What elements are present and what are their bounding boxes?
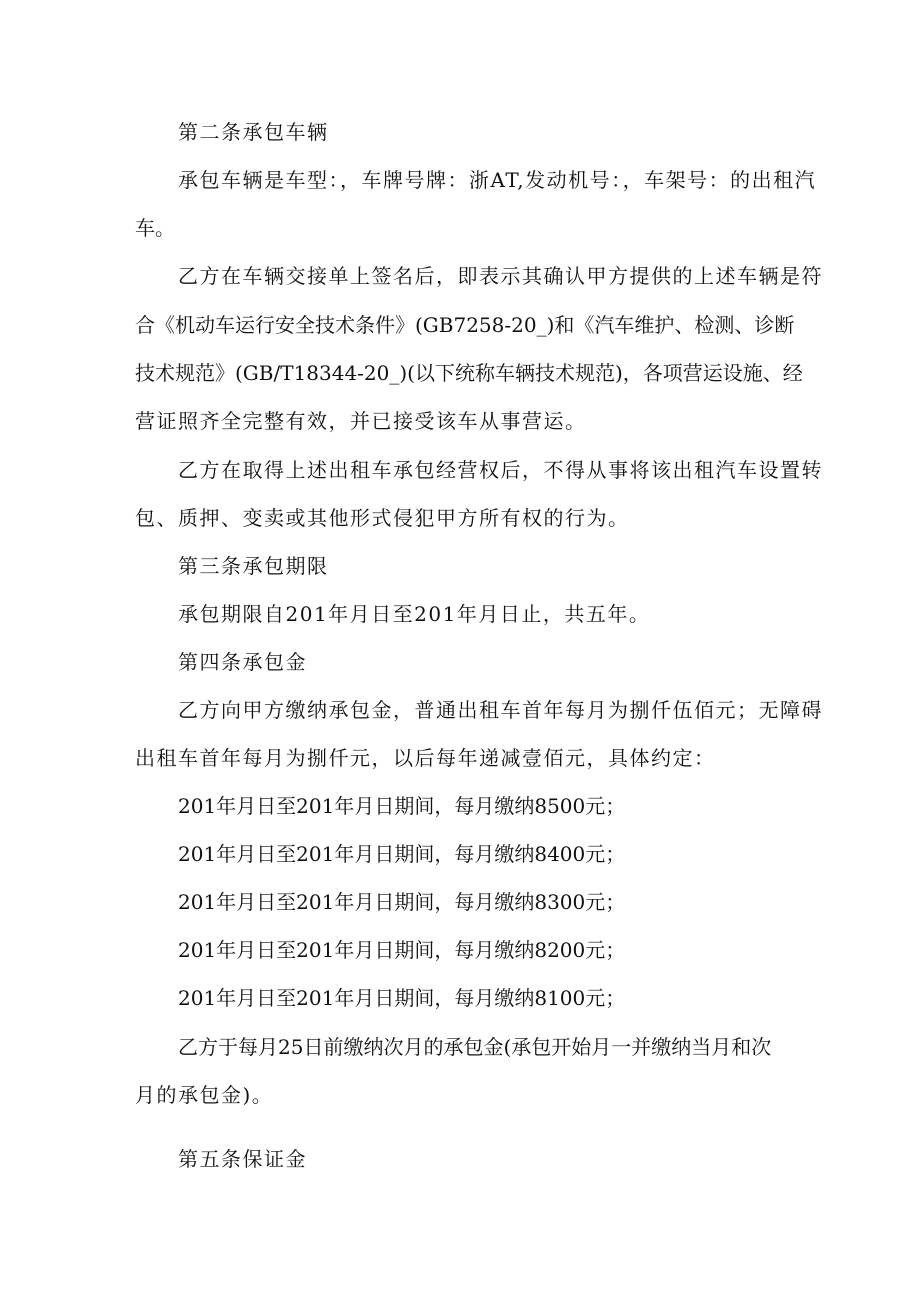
paragraph-line: 乙方于每月25日前缴纳次月的承包金(承包开始月一并缴纳当月和次 — [178, 1035, 772, 1059]
payment-line: 201年月日至201年月日期间，每月缴纳8300元； — [178, 890, 626, 914]
paragraph-line: 乙方向甲方缴纳承包金，普通出租车首年每月为捌仟伍佰元；无障碍 — [178, 698, 823, 722]
paragraph-line: 出租车首年每月为捌仟元，以后每年递减壹佰元，具体约定： — [135, 746, 716, 770]
paragraph-line: 营证照齐全完整有效，并已接受该车从事营运。 — [135, 409, 587, 433]
payment-line: 201年月日至201年月日期间，每月缴纳8200元； — [178, 938, 626, 962]
paragraph-line: 承包期限自201年月日至201年月日止，共五年。 — [178, 602, 651, 626]
section-heading-3: 第三条承包期限 — [178, 554, 329, 578]
paragraph-line: 乙方在车辆交接单上签名后，即表示其确认甲方提供的上述车辆是符 — [178, 264, 823, 288]
section-heading-2: 第二条承包车辆 — [178, 120, 329, 144]
paragraph-line: 乙方在取得上述出租车承包经营权后，不得从事将该出租汽车设置转 — [178, 458, 823, 482]
section-heading-5: 第五条保证金 — [178, 1147, 307, 1171]
paragraph-line: 技术规范》(GB/T18344-20_)(以下统称车辆技术规范)，各项营运设施、经 — [135, 361, 803, 385]
payment-line: 201年月日至201年月日期间，每月缴纳8500元； — [178, 794, 626, 818]
paragraph-line: 合《机动车运行安全技术条件》(GB7258-20_)和《汽车维护、检测、诊断 — [135, 313, 795, 337]
payment-line: 201年月日至201年月日期间，每月缴纳8100元； — [178, 986, 626, 1010]
section-heading-4: 第四条承包金 — [178, 650, 307, 674]
paragraph-line: 月的承包金)。 — [135, 1083, 274, 1107]
payment-line: 201年月日至201年月日期间，每月缴纳8400元； — [178, 842, 626, 866]
paragraph-line: 车。 — [135, 216, 175, 240]
paragraph-line: 承包车辆是车型：，车牌号牌：浙AT,发动机号：，车架号：的出租汽 — [178, 168, 817, 192]
paragraph-line: 包、质押、变卖或其他形式侵犯甲方所有权的行为。 — [135, 506, 630, 530]
